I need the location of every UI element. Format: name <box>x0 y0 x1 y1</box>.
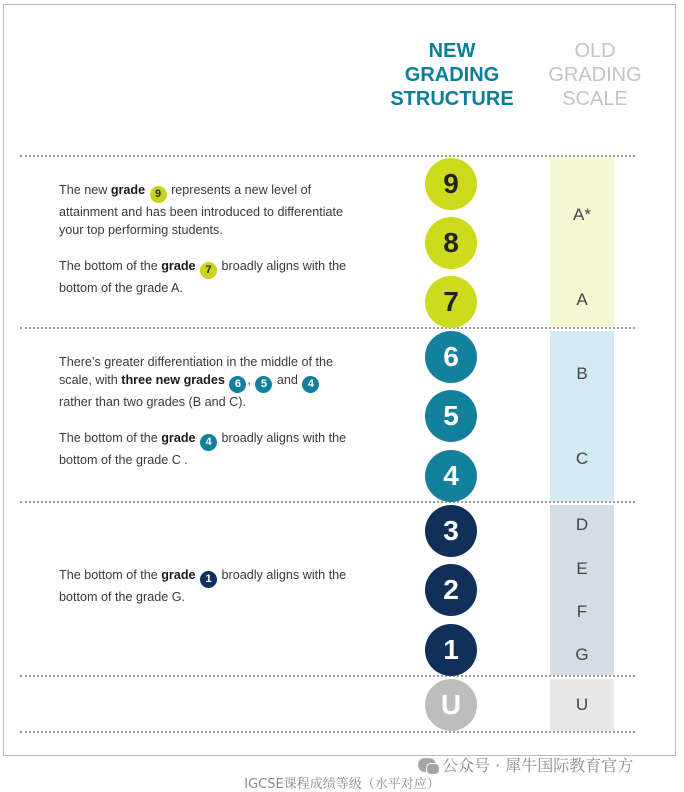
separator-line <box>20 501 635 503</box>
description-bottom: The bottom of the grade 1 broadly aligns with the bottom of the grade G. <box>59 568 347 604</box>
grade-4-chip: 4 <box>302 376 319 393</box>
old-grade-b: B <box>576 364 588 383</box>
old-grade-g: G <box>575 645 589 664</box>
old-grade-e: E <box>576 559 588 578</box>
grade-7-chip: 7 <box>200 262 217 279</box>
grade-9-circle: 9 <box>425 158 477 210</box>
wechat-icon <box>418 758 436 772</box>
description-top: The new grade 9 represents a new level of attainment and has been introduced to differentiate your top performing students. The bottom of the grade 7 broadly aligns with the bottom of the grade A. <box>59 183 347 295</box>
grade-4-chip: 4 <box>200 434 217 451</box>
grade-9-chip: 9 <box>150 186 167 203</box>
watermark-text: 公众号 · 犀牛国际教育官方 <box>442 756 634 775</box>
grade-u-circle: U <box>425 679 477 731</box>
new-grading-structure-heading: NEW GRADING STRUCTURE <box>390 40 514 110</box>
grade-8-circle: 8 <box>425 217 477 269</box>
grade-2-circle: 2 <box>425 564 477 616</box>
old-grade-a: A <box>576 290 588 309</box>
old-grade-u: U <box>575 695 589 714</box>
grade-1-chip: 1 <box>200 571 217 588</box>
grade-5-circle: 5 <box>425 390 477 442</box>
old-grade-d: D <box>575 515 589 534</box>
description-middle: There’s greater differentiation in the middle of the scale, with three new grades 6 , 5 and 4 rather than two grades (B and C). The bottom of the grade 4 broadly aligns with the bottom of the grade C . <box>59 355 347 467</box>
separator-line <box>20 155 635 157</box>
old-grading-scale-heading: OLD GRADING SCALE <box>548 40 642 110</box>
figure-caption: IGCSE课程成绩等级（水平对应） <box>244 777 440 792</box>
grade-3-circle: 3 <box>425 505 477 557</box>
grade-7-circle: 7 <box>425 276 477 328</box>
old-grade-a-star: A* <box>573 205 591 224</box>
separator-line <box>20 327 635 329</box>
separator-line <box>20 675 635 677</box>
grade-5-chip: 5 <box>255 376 272 393</box>
grade-6-chip: 6 <box>229 376 246 393</box>
grade-4-circle: 4 <box>425 450 477 502</box>
old-band-bc <box>550 331 614 501</box>
old-grade-c: C <box>575 449 589 468</box>
grade-6-circle: 6 <box>425 331 477 383</box>
old-grade-f: F <box>576 602 588 621</box>
grade-1-circle: 1 <box>425 624 477 676</box>
separator-line <box>20 731 635 733</box>
